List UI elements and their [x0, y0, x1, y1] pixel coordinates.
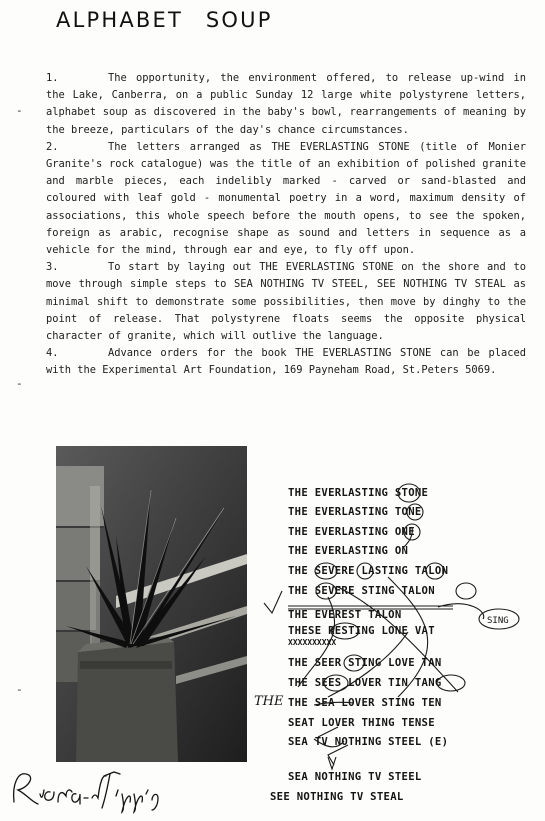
page-title: ALPHABET SOUP — [56, 8, 273, 32]
poem-line: THE EVERLASTING TONE — [288, 506, 422, 518]
poem-line: XXXXXXXXXX — [288, 638, 337, 647]
paragraph-text: The letters arranged as THE EVERLASTING STONE (title of Monier Granite's rock catalogue) was the title of an exhibition of polished granite and marble pieces, each indelibly marked - carved or sand-blasted and coloured with leaf gold - monumental poetry in a word, maximum density of associations, this whole speech before the mouth opens, to see the spoken, foreign as arabic, recognise shape as sound and letters in sequence as a vehicle for the mind, through ear and eye, to fly off upon. — [46, 140, 526, 257]
poem-line: SEA TV NOTHING STEEL (E) — [288, 736, 449, 748]
poem-line: THE EVERLASTING ONE — [288, 526, 415, 538]
poem-line: THE EVERLASTING ON — [288, 545, 409, 557]
margin-mark: - — [16, 104, 23, 117]
poem-line: THE SEVERE LASTING TALON — [288, 565, 449, 577]
poem-line: THE SEER STING LOVE TAN — [288, 657, 442, 669]
margin-mark: - — [16, 683, 23, 696]
poem-line: SEA NOTHING TV STEEL — [288, 771, 422, 783]
paragraph-text: To start by laying out THE EVERLASTING STONE on the shore and to move through simple steps to SEA NOTHING TV STEEL, SEE NOTHING TV STEAL as minimal shift to demonstrate some possibilities, then move by dinghy to the point of release. That polystyrene floats seems the opposite physical character of granite, which will outlive the language. — [46, 261, 526, 343]
poem-line: THE EVERLASTING STONE — [288, 487, 429, 499]
paragraph-text: Advance orders for the book THE EVERLASTING STONE can be placed with the Experimental Art Foundation, 169 Payneham Road, St.Peters 5069. — [46, 347, 526, 377]
poem-line: SEE NOTHING TV STEAL — [270, 791, 404, 803]
paragraph-3 — [46, 259, 526, 345]
paragraph-number: 2. — [46, 140, 59, 153]
poem-line: SEAT LOVER THING TENSE — [288, 717, 435, 729]
paragraph-2 — [46, 139, 526, 259]
poem-line: THE SEES LOVER TIN TANG — [288, 677, 442, 689]
concrete-poem — [254, 487, 538, 807]
paragraph-number: 4. — [46, 347, 59, 360]
poem-line: THE EVEREST TALON — [288, 609, 402, 621]
annotation-the: THE — [254, 694, 284, 709]
paragraph-text: The opportunity, the environment offered, to release up-wind in the Lake, Canberra, on a public Sunday 12 large white polystyrene letters, alphabet soup as discovered in the baby's bowl, rearrangements of meaning by the breeze, particulars of the day's chance circumstances. — [46, 72, 526, 136]
annotation-sing: SING — [487, 616, 509, 626]
poem-line: THE SEA LOVER STING TEN — [288, 697, 442, 709]
poem-line: THESE RESTING LONE VAT — [288, 625, 435, 637]
paragraph-1 — [46, 70, 526, 139]
paragraph-number: 3. — [46, 261, 59, 274]
body-text — [46, 70, 526, 380]
paragraph-4 — [46, 345, 526, 379]
poem-line: THE SEVERE STING TALON — [288, 585, 435, 597]
plant-photograph — [56, 446, 247, 762]
margin-mark: - — [16, 377, 23, 390]
paragraph-number: 1. — [46, 72, 59, 84]
signature — [6, 764, 166, 814]
